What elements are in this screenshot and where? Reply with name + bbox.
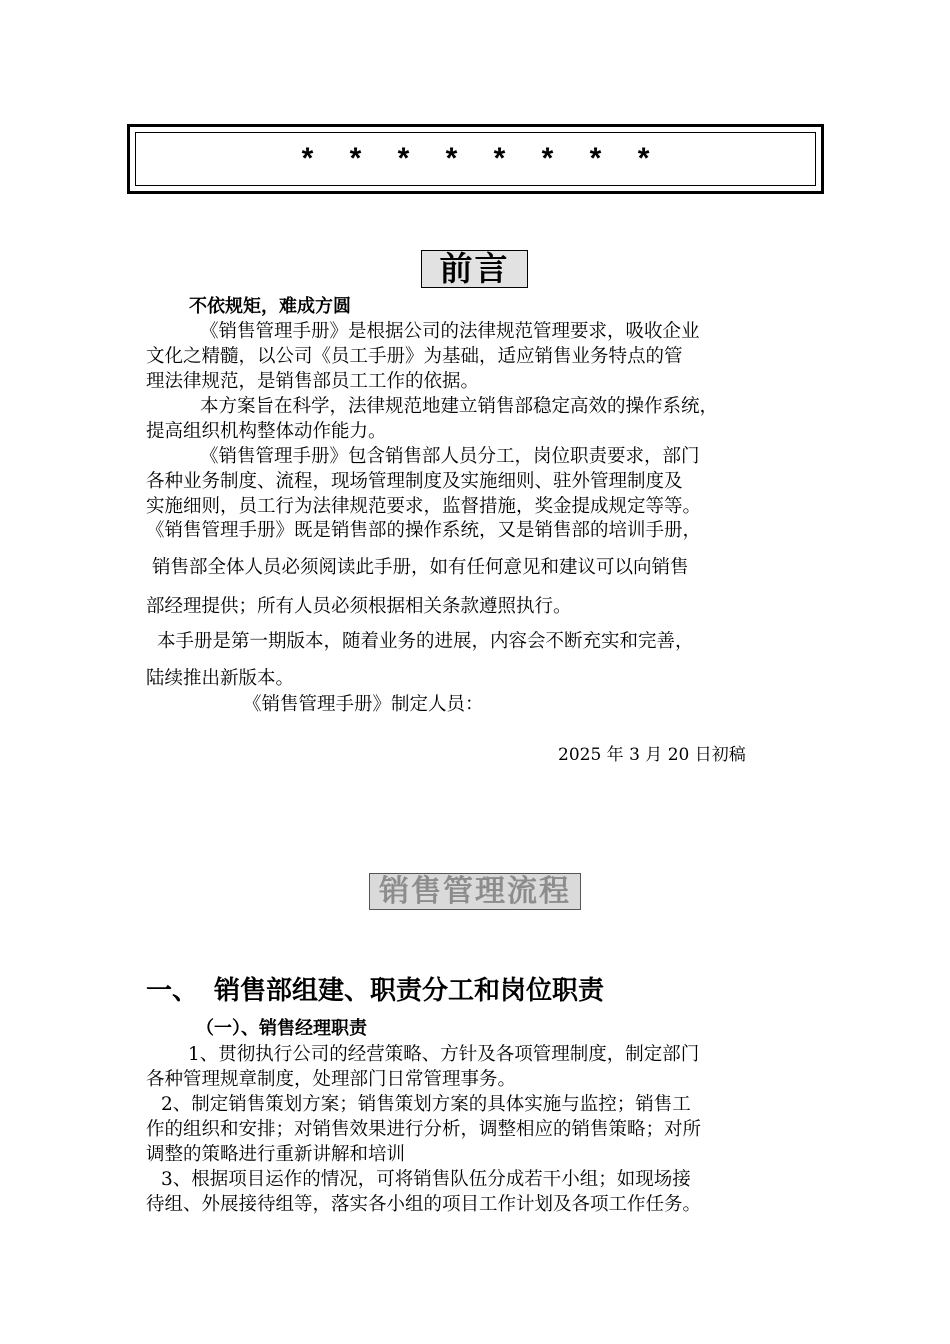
section-title: 销售部组建、职责分工和岗位职责 <box>214 976 605 1006</box>
preface-line: 文化之精髓，以公司《员工手册》为基础，适应销售业务特点的管 <box>146 346 683 367</box>
subsection-title: （一）、销售经理职责 <box>196 1018 367 1039</box>
header-stars: * * * * * * * * <box>301 142 664 175</box>
header-stars-box <box>127 124 824 194</box>
section-number: 一、 <box>146 976 199 1006</box>
draft-date: 2025 年 3 月 20 日初稿 <box>558 745 746 765</box>
duty-line: 1、贯彻执行公司的经营策略、方针及各项管理制度，制定部门 <box>188 1044 700 1065</box>
preface-line: 本手册是第一期版本，随着业务的进展，内容会不断充实和完善， <box>157 631 694 652</box>
preface-line: 销售部全体人员必须阅读此手册，如有任何意见和建议可以向销售 <box>152 557 689 578</box>
preface-line: 实施细则，员工行为法律规范要求，监督措施，奖金提成规定等等。 <box>146 496 702 517</box>
preface-line: 理法律规范，是销售部员工工作的依据。 <box>146 371 480 392</box>
section-heading <box>146 974 604 1008</box>
preface-line: 部经理提供；所有人员必须根据相关条款遵照执行。 <box>146 596 572 617</box>
preface-line: 各种业务制度、流程，现场管理制度及实施细则、驻外管理制度及 <box>146 471 683 492</box>
duty-line: 3、根据项目运作的情况，可将销售队伍分成若干小组；如现场接 <box>161 1169 691 1190</box>
preface-line: 《销售管理手册》是根据公司的法律规范管理要求，吸收企业 <box>200 321 700 342</box>
flow-title: 销售管理流程 <box>369 873 581 910</box>
preface-line: 《销售管理手册》制定人员： <box>243 694 484 715</box>
preface-line: 提高组织机构整体动作能力。 <box>146 421 387 442</box>
preface-line: 陆续推出新版本。 <box>146 668 295 689</box>
preface-motto: 不依规矩，难成方圆 <box>189 296 351 317</box>
preface-line: 《销售管理手册》既是销售部的操作系统，又是销售部的培训手册， <box>146 520 702 541</box>
duty-line: 调整的策略进行重新讲解和培训 <box>146 1144 406 1165</box>
duty-line: 2、制定销售策划方案；销售策划方案的具体实施与监控；销售工 <box>161 1094 691 1115</box>
duty-line: 各种管理规章制度，处理部门日常管理事务。 <box>146 1069 517 1090</box>
duty-line: 作的组织和安排；对销售效果进行分析，调整相应的销售策略；对所 <box>146 1119 702 1140</box>
preface-line: 《销售管理手册》包含销售部人员分工，岗位职责要求，部门 <box>200 446 700 467</box>
preface-line: 本方案旨在科学，法律规范地建立销售部稳定高效的操作系统， <box>200 396 719 417</box>
preface-title: 前言 <box>421 250 528 288</box>
duty-line: 待组、外展接待组等，落实各小组的项目工作计划及各项工作任务。 <box>146 1194 702 1215</box>
